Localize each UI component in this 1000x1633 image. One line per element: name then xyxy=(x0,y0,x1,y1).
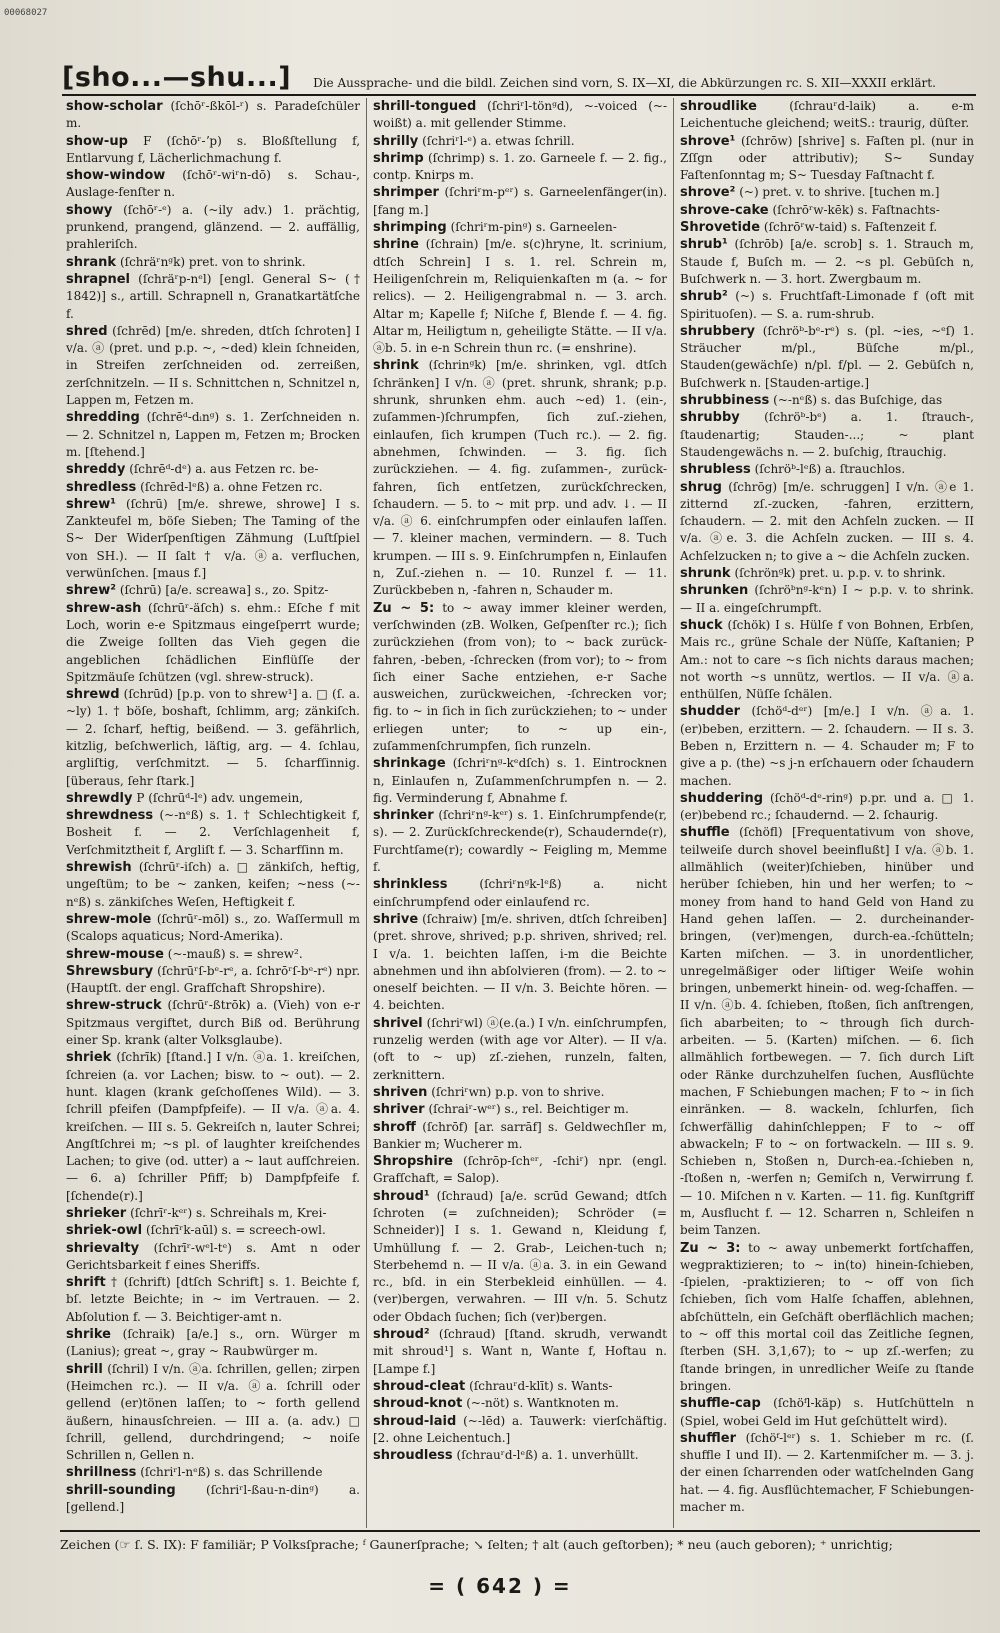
entry-definition: (ſchöᶠ-lᵉʳ) s. 1. Schieber m rc. (ſ. shuffle I und II). — 2. Kartenmiſcher m. — 3. j. der einen ſcharrenden oder watſchelnden Gang hat. — 4. fig. Ausflüchtemacher, F Schiebungen-macher m. xyxy=(680,1430,974,1515)
dictionary-entry xyxy=(66,98,360,133)
entry-definition: (ſchöfl) [Frequentativum von shove, teilweiſe durch shovel beeinflußt] I v/a. ⓐb. 1. allmählich (weiter)ſchieben, hinüber und herüber ſchieben, hin und her werfen; to ~ money from hand to hand Geld von Hand zu Hand gehen laſſen. — 2. durcheinander-bringen, (ver)mengen, durch-ea.-ſchütteln; Karten miſchen. — 3. in unordentlicher, unregelmäßiger oder liſtiger Weiſe wohin bringen, unbemerkt hinein- od. weg-ſchaffen. — II v/n. ⓐb. 4. ſchieben, ſtoßen, ſich anſtrengen, ſich abarbeiten; to ~ through ſich durch-arbeiten. — 5. (Karten) miſchen. — 6. ſich allmählich fortbewegen. — 7. ſich durch Liſt oder Ränke durchzuhelfen ſuchen, Ausflüchte machen, F Schiebungen machen; F to ~ in ſich einränken. — 8. wackeln, ſchlurfen, ſich ſchwerfällig dahinſchleppen; F to ~ off abwackeln; F to ~ on fortwackeln. — III s. 9. Schieben n, Stoßen n, Durch-ea.-ſchieben n, -ſtoßen n, -werfen n; Gemiſch n, Verwirrung f. — 10. Miſchen n v. Karten. — 11. fig. Kunſtgriff m, Ausflucht f. — 12. Scharren n, Schleifen n beim Tanzen. xyxy=(680,825,975,1238)
entry-definition: (ſchrū) [m/e. shrewe, shrowe] I s. Zankteufel m, böſe Sieben; The Taming of the S~ Der Widerſpenſtigen Zähmung (Luſtſpiel von SH.). — II ſalt † v/a. ⓐa. verfluchen, verwünſchen. [maus f.] xyxy=(66,496,360,581)
dictionary-entry xyxy=(680,133,974,185)
dictionary-entry xyxy=(66,1222,360,1239)
dictionary-entry xyxy=(373,219,667,236)
dictionary-entry xyxy=(66,790,360,807)
entry-definition: (ſchrīʳ-kᵉʳ) s. Schreihals m, Krei- xyxy=(130,1206,327,1220)
entry-headword: shredding xyxy=(66,410,140,426)
entry-definition: (ſchöᵈ-dᵉʳ) [m/e.] I v/n. ⓐa. 1. (er)beben, erzittern. — 2. ſchaudern. — II s. 3. Beben n, Erzittern n. — 4. Schauder m; F to give a p. (the) ~s j-n erſchauern oder ſchaudern machen. xyxy=(680,704,975,788)
entry-definition: (ſchröᵇnᵍ-kᵉn) I ~ p.p. v. to shrink. — II a. eingeſchrumpft. xyxy=(680,583,974,615)
entry-headword: shrift xyxy=(66,1275,106,1291)
entry-definition: (ſchriʳwl) ⓐ(e.(a.) I v/n. einſchrumpfen, runzelig werden (with age vor Alter). — II v/a. (oft to ~ up) zſ.-ziehen, runzeln, falten, zerknittern. xyxy=(373,1015,667,1082)
header-note: Die Aussprache- und die bildl. Zeichen sind vorn, S. IX—XI, die Abkürzungen rc. S. XII—XXXII erklärt. xyxy=(313,76,936,90)
dictionary-entry xyxy=(66,859,360,911)
dictionary-entry xyxy=(373,1015,667,1084)
entry-headword: show-scholar xyxy=(66,99,163,114)
entry-definition: (ſchrēᵈ-dᵉ) a. aus Fetzen rc. be- xyxy=(129,462,319,477)
dictionary-entry xyxy=(680,565,974,582)
dictionary-entry xyxy=(66,1326,360,1361)
entry-definition: (ſchrēd) [m/e. shreden, dtſch ſchroten] I v/a. ⓐ (pret. und p.p. ~, ~ded) klein ſchneiden, in Streifen zerſchneiden od. zerreißen, zerſchnitzeln. — II s. Schnittchen n, Schnitzel n, Lappen m, Fetzen m. xyxy=(66,323,360,408)
dictionary-entry xyxy=(680,409,974,461)
entry-headword: shroud² xyxy=(373,1327,430,1343)
entry-headword: showy xyxy=(66,202,113,218)
entry-headword: shroud-cleat xyxy=(373,1378,466,1394)
dictionary-entry xyxy=(680,184,974,201)
dictionary-entry xyxy=(373,1378,667,1395)
entry-headword: shred xyxy=(66,323,108,339)
dictionary-entry xyxy=(66,409,360,461)
page-header xyxy=(62,58,976,96)
entry-definition: (ſchriʳm-pinᵍ) s. Garneelen- xyxy=(450,220,617,235)
entry-definition: (ſchriʳnᵍk-lᵉß) a. nicht einſchrumpfend oder einlaufend rc. xyxy=(373,877,667,909)
entry-headword: shroff xyxy=(373,1119,416,1135)
entry-headword: shrew-mouse xyxy=(66,946,164,962)
dictionary-entry xyxy=(680,790,974,825)
dictionary-entry xyxy=(373,150,667,185)
entry-definition: (ſchöᵈ-dᵉ-rinᵍ) p.pr. und a. □ 1. (er)bebend rc.; ſchaudernd. — 2. ſchaurig. xyxy=(680,790,975,823)
entry-definition: (ſchōʳ-wiʳn-dō) s. Schau-, Auslage-fenſter n. xyxy=(66,168,360,200)
dictionary-entry xyxy=(680,1240,974,1396)
dictionary-entry xyxy=(66,323,360,409)
entry-definition: (ſchriʳwn) p.p. von to shrive. xyxy=(431,1084,605,1099)
entry-definition: (ſchrīk) [ſtand.] I v/n. ⓐa. 1. kreiſchen, ſchreien (a. vor Lachen; bisw. to ~ out). — 2. hunt. klagen (krank geſchoſſenes Wild). — 3. ſchrill pfeifen (Dampfpfeife). — II v/a. ⓐa. 4. kreiſchen. — III s. 5. Gekreiſch n, lauter Schrei; Angſtſchrei m; ~s pl. of laughter kreiſchendes Lachen; to give (od. utter) a ~ laut aufſchreien. — 6. a) ſchriller Pfiff; b) Dampfpfeife f. [ſchende(r).] xyxy=(66,1050,361,1203)
dictionary-entry xyxy=(680,219,974,236)
entry-headword: shrivel xyxy=(373,1015,423,1031)
dictionary-entry xyxy=(66,807,360,859)
entry-headword: Zu ~ 5: xyxy=(373,600,435,616)
dictionary-entry xyxy=(66,686,360,790)
entry-headword: shrive xyxy=(373,911,419,927)
entry-headword: shrew¹ xyxy=(66,496,116,512)
entry-definition: (ſchriʳnᵍ-kᵉdſch) s. 1. Eintrocknen n, Einlaufen n, Zuſammenſchrumpfen n. — 2. fig. Verminderung f, Abnahme f. xyxy=(373,756,667,805)
dictionary-entry xyxy=(66,963,360,998)
entry-headword: shrimping xyxy=(373,220,447,236)
entry-definition: (ſchriʳl-ßau-n-dinᵍ) a. [gellend.] xyxy=(66,1482,360,1515)
entry-headword: show-window xyxy=(66,168,166,184)
entry-headword: shrewdness xyxy=(66,808,154,824)
dictionary-entry xyxy=(373,357,667,599)
entry-headword: shroud-laid xyxy=(373,1413,457,1429)
dictionary-entry xyxy=(680,461,974,478)
entry-headword: show-up xyxy=(66,133,128,149)
dictionary-entry xyxy=(66,1049,360,1205)
dictionary-entry xyxy=(680,1395,974,1430)
dictionary-entry xyxy=(373,600,667,756)
entry-definition: (ſchrinᵍk) [m/e. shrinken, vgl. dtſch ſchränken] I v/n. ⓐ (pret. shrunk, shrank; p.p. shrunk, shrunken ehm. auch ~ed) 1. (ein-, zuſammen-)ſchrumpfen, ſich zuſ.-ziehen, einlaufen, ſich krumpen (Tuch rc.). — 2. fig. abnehmen, ſchwinden. — 3. fig. ſich zurückziehen. — 4. fig. zuſammen-, zurück-fahren, ſich entſetzen, zurückſchrecken, ſchaudern. — 5. to ~ mit prp. und adv. ↓. — II v/a. ⓐ 6. einſchrumpfen oder einlaufen laſſen. — 7. kleiner machen, vermindern. — 8. Tuch krumpen. — III s. 9. Einſchrumpfen n, Einlaufen n, Zuſ.-ziehen n. — 10. Runzel f. — 11. Zurückbeben n, -fahren n, Schauder m. xyxy=(373,358,667,598)
entry-definition: (ſchraud) [a/e. scrūd Gewand; dtſch ſchroten (= zuſchneiden); Schröder (= Schneider)] I s. 1. Gewand n, Kleidung f, Umhüllung f. — 2. Grab-, Leichen-tuch n; Sterbehemd n. — II v/a. ⓐa. 3. in ein Gewand rc., bſd. in ein Sterbekleid einhüllen. — 4. (ver)bergen, verwahren. — III v/n. 5. Schutz oder Obdach ſuchen; ſich (ver)bergen. xyxy=(373,1188,667,1324)
entry-headword: shrinkless xyxy=(373,877,448,893)
dictionary-entry xyxy=(373,1119,667,1154)
entry-headword: shroud¹ xyxy=(373,1188,430,1204)
entry-headword: shrove² xyxy=(680,185,736,201)
entry-definition: (ſchōʳ-ßkōl-ʳ) s. Paradeſchüler m. xyxy=(66,99,361,131)
entry-definition: (ſchrauʳd-laik) a. e-m Leichentuche gleichend; weitS.: traurig, düſter. xyxy=(680,99,975,131)
entry-headword: shrank xyxy=(66,254,117,270)
entry-definition: (ſchrūd) [p.p. von to shrew¹] a. □ (ſ. a. ~ly) 1. † böſe, boshaft, ſchlimm, arg; zänkiſch. — 2. ſcharf, heftig, beißend. — 3. gefährlich, kitzlig, beſchwerlich, läſtig, arg. — 4. ſchlau, argliſtig, verſchmitzt. — 5. ſcharfſinnig. [überaus, ſehr ſtark.] xyxy=(66,687,360,788)
dictionary-entry xyxy=(680,323,974,392)
entry-headword: shrinkage xyxy=(373,756,446,772)
entry-definition: (ſchril) I v/n. ⓐa. ſchrillen, gellen; zirpen (Heimchen rc.). — II v/a. ⓐa. ſchrill oder gellend (er)tönen laſſen; to ~ forth gellend äußern, hinausſchreien. — III a. (a. adv.) □ ſchrill, gellend, durchdringend; ~ noiſe Schrillen n, Gellen n. xyxy=(66,1361,361,1463)
entry-definition: (ſchrīʳ-wᵉl-tᵉ) s. Amt n oder Gerichtsbarkeit f eines Sheriffs. xyxy=(66,1240,361,1272)
entry-headword: shriek-owl xyxy=(66,1223,143,1239)
entry-definition: (ſchräʳnᵍk) pret. von to shrink. xyxy=(119,254,306,269)
entry-definition: (ſchraiʳ-wᵉʳ) s., rel. Beichtiger m. xyxy=(428,1102,629,1117)
entry-definition: (ſchriʳl-ᵉ) a. etwas ſchrill. xyxy=(422,133,575,148)
entry-definition: (ſchriʳl-nᵉß) s. das Schrillende xyxy=(140,1465,323,1480)
entry-definition: (ſchriʳm-pᵉʳ) s. Garneelenfänger(in). [fang m.] xyxy=(373,185,668,217)
entry-headword: shrill-tongued xyxy=(373,99,477,114)
entry-headword: shrewdly xyxy=(66,790,133,806)
entry-definition: (ſchröᵇ-bᵉ) a. 1. ſtrauch-, ſtaudenartig; Stauden-...; ~ plant Staudengewächs n. — 2. buſchig, ſtrauchig. xyxy=(680,410,974,459)
entry-definition: (ſchrū) [a/e. screawa] s., zo. Spitz- xyxy=(119,583,329,598)
entry-headword: shrunken xyxy=(680,583,749,599)
entry-definition: (ſchraik) [a/e.] s., orn. Würger m (Lanius); great ~, gray ~ Raubwürger m. xyxy=(66,1327,360,1359)
entry-definition: (ſchraud) [ſtand. skrudh, verwandt mit shroud¹] s. Want n, Wante f, Hoftau n. [Lampe f.] xyxy=(373,1327,667,1376)
entry-definition: to ~ away unbemerkt fortſchaffen, wegpraktizieren; to ~ in(to) hinein-ſchieben, -ſpielen, -praktizieren; to ~ off von ſich ſchieben, ſich vom Halſe ſchaffen, ablehnen, abſchütteln, ein Geſchäft oberflächlich machen; to ~ off this mortal coil das Zeitliche ſegnen, ſterben (SH. 3,1,67); to ~ up zſ.-werfen; zu ſtande bringen, in unredlicher Weiſe zu ſtande bringen. xyxy=(680,1240,974,1393)
dictionary-entry xyxy=(66,1240,360,1275)
entry-definition: (ſchök) I s. Hülſe f von Bohnen, Erbſen, Mais rc., grüne Schale der Nüſſe, Kaſtanien; P Am.: not to care ~s ſich nichts daraus machen; not worth ~s unnütz, wertlos. — II v/a. ⓐa. enthülſen, Nüſſe ſchälen. xyxy=(680,617,974,702)
entry-definition: (~-nᵉß) s. 1. † Schlechtigkeit f, Bosheit f. — 2. Verſchlagenheit f, Verſchmitztheit f, Argliſt f. — 3. Scharfſinn m. xyxy=(66,808,361,857)
dictionary-entry xyxy=(373,1084,667,1101)
dictionary-entry xyxy=(66,1464,360,1481)
entry-headword: shrilly xyxy=(373,133,419,149)
footer-rule xyxy=(60,1530,980,1532)
entry-definition: (ſchriʳl-tönᵍd), ~-voiced (~-woißt) a. mit gellender Stimme. xyxy=(373,99,667,131)
dictionary-entry xyxy=(373,133,667,150)
dictionary-entry xyxy=(373,1395,667,1412)
entry-definition: to ~ away immer kleiner werden, verſchwinden (zB. Wolken, Geſpenſter rc.); ſich zurückziehen (from von); to ~ back zurück-fahren, -beben, -ſchrecken (from vor); to ~ from ſich einer Sache entziehen, e-r Sache ausweichen, zurückweichen, -ſchrecken vor; fig. to ~ in ſich in ſich zurückziehen; to ~ under erliegen unter; to ~ up ein-, zuſammenſchrumpfen, ſich runzeln. xyxy=(373,600,667,753)
dictionary-entry xyxy=(66,133,360,168)
entry-headword: shrewd xyxy=(66,687,120,703)
entry-headword: shrew-mole xyxy=(66,911,152,927)
scan-id: 00068027 xyxy=(4,8,48,18)
entry-headword: shredless xyxy=(66,479,137,495)
entry-definition: (ſchrauʳd-klīt) s. Wants- xyxy=(469,1378,613,1393)
dictionary-entry xyxy=(66,1482,360,1517)
entry-definition: (~-nöt) s. Wantknoten m. xyxy=(466,1396,619,1411)
entry-definition: (ſchriʳnᵍ-kᵉʳ) s. 1. Einſchrumpfende(r, s). — 2. Zurückſchreckende(r), Schaudernde(r), Furchtſame(r); cowardly ~ Feigling m, Memme f. xyxy=(373,808,667,875)
dictionary-entry xyxy=(373,1101,667,1118)
dictionary-entry xyxy=(66,997,360,1049)
dictionary-entry xyxy=(66,479,360,496)
entry-headword: shroudlike xyxy=(680,99,757,114)
dictionary-entry xyxy=(66,254,360,271)
column-left xyxy=(60,98,366,1528)
entry-headword: shrimp xyxy=(373,150,424,166)
entry-definition: (ſchrōp-ſchᵉʳ, -ſchiʳ) npr. (engl. Grafſchaft, = Salop). xyxy=(373,1154,667,1186)
entry-headword: Shropshire xyxy=(373,1154,453,1170)
entry-headword: shuddering xyxy=(680,790,764,806)
dictionary-entry xyxy=(680,1430,974,1516)
dictionary-entry xyxy=(66,461,360,478)
dictionary-entry xyxy=(66,911,360,946)
page-number: = ( 642 ) = xyxy=(428,1574,572,1598)
dictionary-entry xyxy=(373,1153,667,1188)
entry-definition: (ſchrōw) [shrive] s. Faſten pl. (nur in Zſſgn oder attributiv); S~ Sunday Faſtenſonntag m; S~ Tuesday Faſtnacht f. xyxy=(680,133,974,183)
dictionary-entry xyxy=(680,236,974,288)
entry-definition: (~-mauß) s. = shrew². xyxy=(167,946,303,961)
dictionary-entry xyxy=(373,1326,667,1378)
entry-definition: (ſchrōʳw-taid) s. Faſtenzeit f. xyxy=(763,220,938,235)
entry-headword: shriver xyxy=(373,1102,425,1118)
entry-headword: shrew-ash xyxy=(66,600,142,616)
dictionary-entry xyxy=(66,1274,360,1326)
entry-definition: (ſchrēᵈ-dᵢnᵍ) s. 1. Zerſchneiden n. — 2. Schnitzel n, Lappen m, Fetzen m; Brocken m. [ſtehend.] xyxy=(66,410,360,459)
entry-headword: Zu ~ 3: xyxy=(680,1240,741,1256)
entry-definition: (ſchrēd-lᵉß) a. ohne Fetzen rc. xyxy=(140,479,323,494)
entry-definition: P (ſchrūᵈ-lᵉ) adv. ungemein, xyxy=(136,790,304,805)
dictionary-entry xyxy=(66,202,360,254)
entry-definition: (~) s. Fruchtſaft-Limonade f (oft mit Spirituoſen). — S. a. rum-shrub. xyxy=(680,289,974,321)
dictionary-entry xyxy=(373,1188,667,1326)
entry-headword: shrike xyxy=(66,1327,111,1343)
entry-definition: F (ſchōʳ-ʼp) s. Bloßſtellung f, Entlarvung f, Lächerlichmachung f. xyxy=(66,133,361,165)
entry-headword: shrieker xyxy=(66,1206,127,1221)
dictionary-entry xyxy=(66,271,360,323)
dictionary-entry xyxy=(680,617,974,703)
entry-headword: shuffler xyxy=(680,1430,736,1446)
dictionary-entry xyxy=(680,479,974,565)
entry-headword: shrapnel xyxy=(66,271,131,287)
entry-headword: Shrewsbury xyxy=(66,963,154,979)
entry-definition: (ſchrōʳw-kēk) s. Faſtnachts- xyxy=(772,202,940,217)
dictionary-entry xyxy=(66,167,360,202)
entry-headword: shrove-cake xyxy=(680,202,769,218)
entry-definition: (ſchrīʳk-aūl) s. = screech-owl. xyxy=(146,1223,326,1238)
entry-headword: shrimper xyxy=(373,185,439,201)
dictionary-entry xyxy=(373,98,667,133)
dictionary-entry xyxy=(373,184,667,219)
entry-headword: shrew² xyxy=(66,583,116,599)
dictionary-entry xyxy=(66,600,360,686)
dictionary-entry xyxy=(373,755,667,807)
entry-definition: (~-nᵉß) s. das Buſchige, das xyxy=(773,393,943,408)
entry-definition: (~) pret. v. to shrive. [tuchen m.] xyxy=(739,185,940,200)
entry-headword: shreddy xyxy=(66,462,126,478)
dictionary-entry xyxy=(373,876,667,911)
dictionary-entry xyxy=(680,288,974,323)
dictionary-entry xyxy=(66,1205,360,1222)
entry-definition: (ſchröᵇ-bᵉ-rᵉ) s. (pl. ~ies, ~ᵉſ) 1. Sträucher m/pl., Büſche m/pl., Stauden(gewächſe) n/pl. f/pl. — 2. Gebüſch n, Buſchwerk n. [Stauden-artige.] xyxy=(680,323,975,390)
column-right xyxy=(673,98,980,1528)
entry-definition: (ſchrūʳ-iſch) a. □ zänkiſch, heftig, ungeſtüm; to be ~ zanken, keifen; ~ness (~-nᵉß) s. zänkiſches Weſen, Heftigkeit f. xyxy=(66,860,360,909)
entry-definition: (ſchröᵇ-lᵉß) a. ſtrauchlos. xyxy=(754,462,906,477)
entry-definition: (ſchrūʳ-mōl) s., zo. Waſſermull m (Scalops aquaticus; Nord-Amerika). xyxy=(66,911,361,944)
entry-definition: (ſchrūʳ-ßtrōk) a. (Vieh) von e-r Spitzmaus vergiftet, durch Biß od. Berührung einer Sp. krank (alter Volksglaube). xyxy=(66,998,360,1048)
entry-definition: (ſchōʳ-ᵉ) a. (~ily adv.) 1. prächtig, prunkend, prangend, glänzend. — 2. auffällig, prahleriſch. xyxy=(66,202,360,252)
entry-headword: shuffle xyxy=(680,825,730,841)
entry-headword: shrievalty xyxy=(66,1240,140,1256)
dictionary-entry xyxy=(680,392,974,409)
entry-headword: shriven xyxy=(373,1084,428,1100)
entry-headword: shuffle-cap xyxy=(680,1396,761,1412)
entry-definition: (ſchrōf) [ar. sarrāf] s. Geldwechſler m, Bankier m; Wucherer m. xyxy=(373,1119,668,1151)
entry-definition: (~-lēd) a. Tauwerk: vierſchäftig. [2. ohne Leichentuch.] xyxy=(373,1413,668,1445)
dictionary-entry xyxy=(680,703,974,789)
dictionary-entry xyxy=(373,1413,667,1448)
dictionary-entry xyxy=(66,946,360,963)
entry-definition: (ſchrönᵍk) pret. u. p.p. v. to shrink. xyxy=(734,566,946,581)
entry-definition: (ſchrain) [m/e. s(c)hryne, lt. scrinium, dtſch Schrein] I s. 1. rel. Schrein m, Heiligenſchrein m, Reliquienkaſten m (a. ~ for relics). — 2. Heiligengrabmal n. — 3. arch. Altar m; Kapelle f; Niſche f, Blende f. — 4. fig. Altar m, Heiligtum n, geheiligte Stätte. — II v/a. ⓐb. 5. in e-n Schrein thun rc. (= enshrine). xyxy=(373,237,667,356)
entry-headword: shrine xyxy=(373,237,419,253)
entry-headword: shroud-knot xyxy=(373,1396,463,1412)
entry-headword: shrunk xyxy=(680,566,731,582)
entry-headword: shriek xyxy=(66,1050,112,1066)
dictionary-entry xyxy=(66,496,360,582)
dictionary-entry xyxy=(373,236,667,357)
columns xyxy=(60,98,980,1528)
entry-definition: † (ſchrift) [dtſch Schrift] s. 1. Beichte f, bſ. letzte Beichte; in ~ im Vertrauen. — 2. Abſolution f. — 3. Beichtiger-amt n. xyxy=(66,1275,360,1324)
catchwords: [sho...—shu...] xyxy=(62,62,292,93)
entry-headword: shroudless xyxy=(373,1448,453,1464)
dictionary-entry xyxy=(373,1447,667,1464)
dictionary-entry xyxy=(373,807,667,876)
entry-definition: (ſchraiw) [m/e. shriven, dtſch ſchreiben] (pret. shrove, shrived; p.p. shriven, shrived; rel. I v/a. 1. beichten laſſen, i-m die Beichte abnehmen und ihn abſolvieren (from). — 2. to ~ oneself beichten. — II v/n. 3. Beichte hören. — 4. beichten. xyxy=(373,911,667,1013)
entry-headword: shrew-struck xyxy=(66,998,162,1014)
entry-definition: (ſchräʳp-nᵉl) [engl. General S~ († 1842)] s., artill. Schrapnell n, Granatkartätſche f. xyxy=(66,271,360,321)
entry-definition: (ſchrōg) [m/e. schruggen] I v/n. ⓐe 1. zitternd zſ.-zucken, -fahren, erzittern, ſchaudern. — 2. mit den Achſeln zucken. — II v/a. ⓐe. 3. die Achſeln zucken. — III s. 4. Achſelzucken n; to give a ~ die Achſeln zucken. xyxy=(680,479,974,563)
entry-headword: shrubby xyxy=(680,410,740,426)
entry-headword: shrillness xyxy=(66,1465,137,1481)
entry-headword: shrub¹ xyxy=(680,237,728,253)
entry-headword: shrove¹ xyxy=(680,133,736,149)
entry-headword: shrubbiness xyxy=(680,393,770,409)
dictionary-entry xyxy=(680,582,974,617)
entry-definition: (ſchrimp) s. 1. zo. Garneele f. — 2. fig., contp. Knirps m. xyxy=(373,150,667,183)
entry-headword: shrill-sounding xyxy=(66,1482,176,1498)
entry-headword: shrub² xyxy=(680,289,728,305)
entry-headword: shrubbery xyxy=(680,323,755,339)
dictionary-entry xyxy=(680,98,974,133)
entry-definition: (ſchrauʳd-lᵉß) a. 1. unverhüllt. xyxy=(456,1448,639,1463)
dictionary-entry xyxy=(66,1361,360,1465)
entry-headword: shrinker xyxy=(373,808,434,824)
column-middle xyxy=(366,98,673,1528)
entry-definition: (ſchrūʳ-äſch) s. ehm.: Eſche f mit Loch, worin e-e Spitzmaus eingeſperrt wurde; die Zweige ſollten das Vieh gegen die angeblichen ſchädlichen Einflüſſe der Spitzmäuſe ſchützen (vgl. shrew-struck). xyxy=(66,600,361,684)
dictionary-entry xyxy=(373,911,667,1015)
entry-headword: shrewish xyxy=(66,860,132,876)
entry-definition: (ſchrōb) [a/e. scrob] s. 1. Strauch m, Staude f, Buſch m. — 2. ~s pl. Gebüſch n, Buſchwerk n. — 3. hort. Zwergbaum m. xyxy=(680,237,975,286)
symbol-legend: Zeichen (☞ ſ. S. IX): F familiär; P Volksſprache; ᶠ Gaunerſprache; ↘ ſelten; † alt (auch geſtorben); * neu (auch geboren); ⁺ unrichtig; xyxy=(60,1537,893,1552)
entry-headword: shrubless xyxy=(680,462,751,478)
entry-definition: (ſchöᶠl-käp) s. Hutſchütteln n (Spiel, wobei Geld im Hut geſchüttelt wird). xyxy=(680,1396,974,1428)
entry-headword: shrink xyxy=(373,358,419,374)
entry-headword: shrill xyxy=(66,1361,103,1377)
entry-headword: shuck xyxy=(680,617,723,633)
dictionary-entry xyxy=(66,582,360,599)
dictionary-entry xyxy=(680,202,974,219)
entry-definition: (ſchrūʳſ-bᵉ-rᵉ, a. ſchrōʳſ-bᵉ-rᵉ) npr. (Hauptſt. der engl. Grafſchaft Shropshire). xyxy=(66,963,361,996)
entry-headword: shudder xyxy=(680,704,741,720)
dictionary-entry xyxy=(680,824,974,1239)
entry-headword: shrug xyxy=(680,479,722,495)
entry-headword: Shrovetide xyxy=(680,220,761,236)
